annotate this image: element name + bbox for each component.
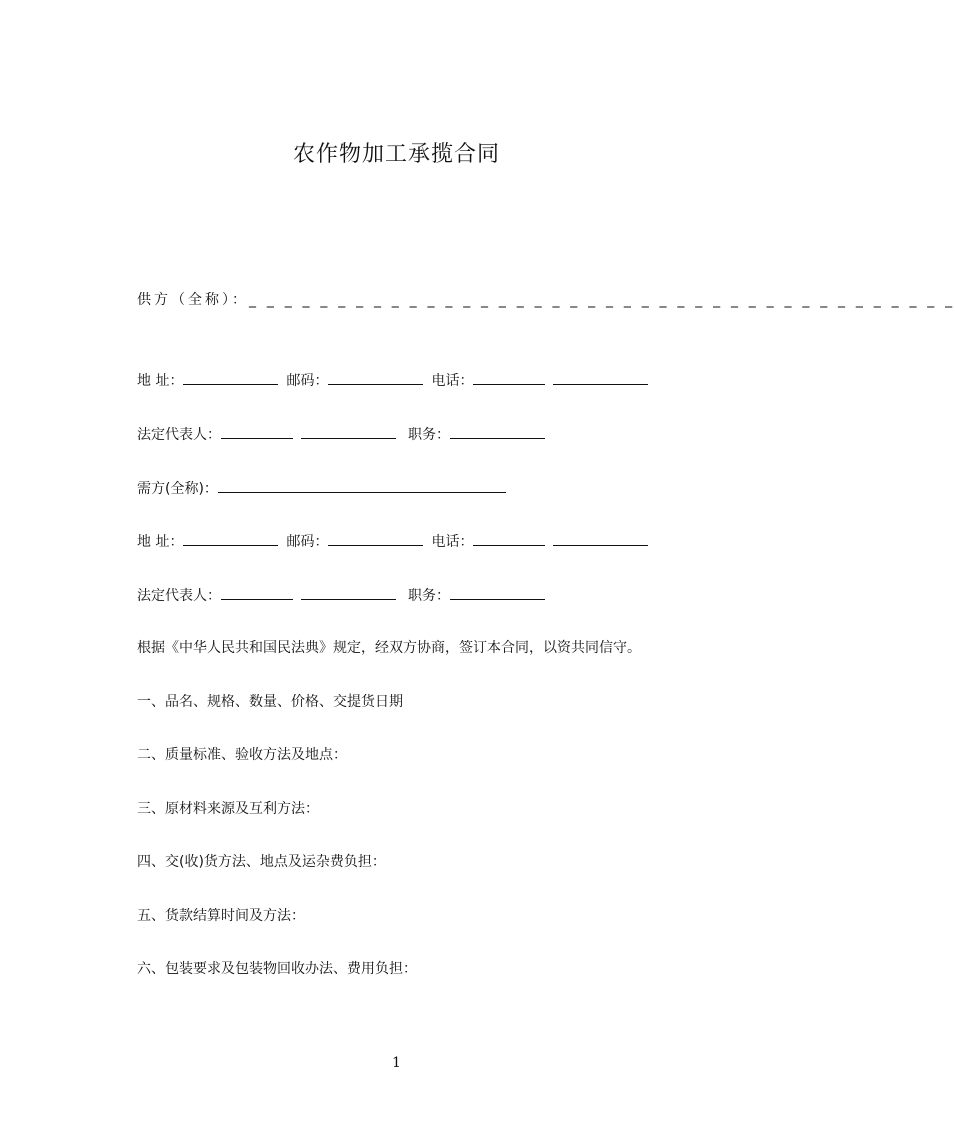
supplier-legal-rep-blank-2 bbox=[301, 424, 396, 439]
clause-3: 三、原材料来源及互利方法： bbox=[137, 801, 319, 817]
buyer-legal-rep-label: 法定代表人： bbox=[137, 588, 221, 604]
supplier-position-blank bbox=[450, 424, 545, 439]
buyer-phone-blank bbox=[473, 531, 545, 546]
preamble-text: 根据《中华人民共和国民法典》规定，经双方协商，签订本合同，以资共同信守。 bbox=[137, 640, 641, 656]
supplier-address-label: 地 址： bbox=[137, 373, 184, 389]
buyer-postcode-blank bbox=[328, 531, 423, 546]
supplier-legal-rep-row bbox=[137, 424, 545, 445]
supplier-name-label: 供方（全称）： bbox=[137, 292, 249, 308]
clause-2: 二、质量标准、验收方法及地点： bbox=[137, 747, 347, 763]
buyer-address-blank bbox=[183, 531, 278, 546]
buyer-address-label: 地 址： bbox=[137, 534, 184, 550]
buyer-name-row bbox=[137, 478, 506, 499]
buyer-address-row bbox=[137, 531, 648, 552]
supplier-address-blank bbox=[183, 370, 278, 385]
supplier-phone-blank-2 bbox=[553, 370, 648, 385]
buyer-phone-blank-2 bbox=[553, 531, 648, 546]
page-number: 1 bbox=[392, 1055, 401, 1071]
supplier-name-row bbox=[137, 290, 955, 310]
supplier-postcode-label: 邮码： bbox=[286, 373, 329, 389]
clause-4: 四、交(收)货方法、地点及运杂费负担： bbox=[137, 854, 386, 870]
buyer-legal-rep-blank-2 bbox=[301, 585, 396, 600]
clause-6: 六、包装要求及包装物回收办法、费用负担： bbox=[137, 961, 417, 977]
buyer-legal-rep-row bbox=[137, 585, 545, 606]
supplier-address-row bbox=[137, 370, 648, 391]
buyer-name-label: 需方(全称)： bbox=[137, 481, 218, 497]
buyer-position-blank bbox=[450, 585, 545, 600]
buyer-name-blank bbox=[218, 478, 506, 493]
buyer-legal-rep-blank bbox=[221, 585, 293, 600]
clause-1: 一、品名、规格、数量、价格、交提货日期 bbox=[137, 694, 403, 710]
buyer-postcode-label: 邮码： bbox=[286, 534, 329, 550]
supplier-legal-rep-label: 法定代表人： bbox=[137, 427, 221, 443]
buyer-position-label: 职务： bbox=[408, 588, 450, 604]
supplier-phone-label: 电话： bbox=[431, 373, 474, 389]
document-title: 农作物加工承揽合同 bbox=[292, 142, 500, 167]
supplier-postcode-blank bbox=[328, 370, 423, 385]
supplier-name-blank: _ _ _ _ _ _ _ _ _ _ _ _ _ _ _ _ _ _ _ _ _ _ _ _ _ _ _ _ _ _ _ _ _ _ _ _ _ _ _ _ bbox=[249, 292, 955, 308]
buyer-phone-label: 电话： bbox=[431, 534, 474, 550]
supplier-legal-rep-blank bbox=[221, 424, 293, 439]
clause-5: 五、货款结算时间及方法： bbox=[137, 908, 305, 924]
supplier-phone-blank bbox=[473, 370, 545, 385]
supplier-position-label: 职务： bbox=[408, 427, 450, 443]
